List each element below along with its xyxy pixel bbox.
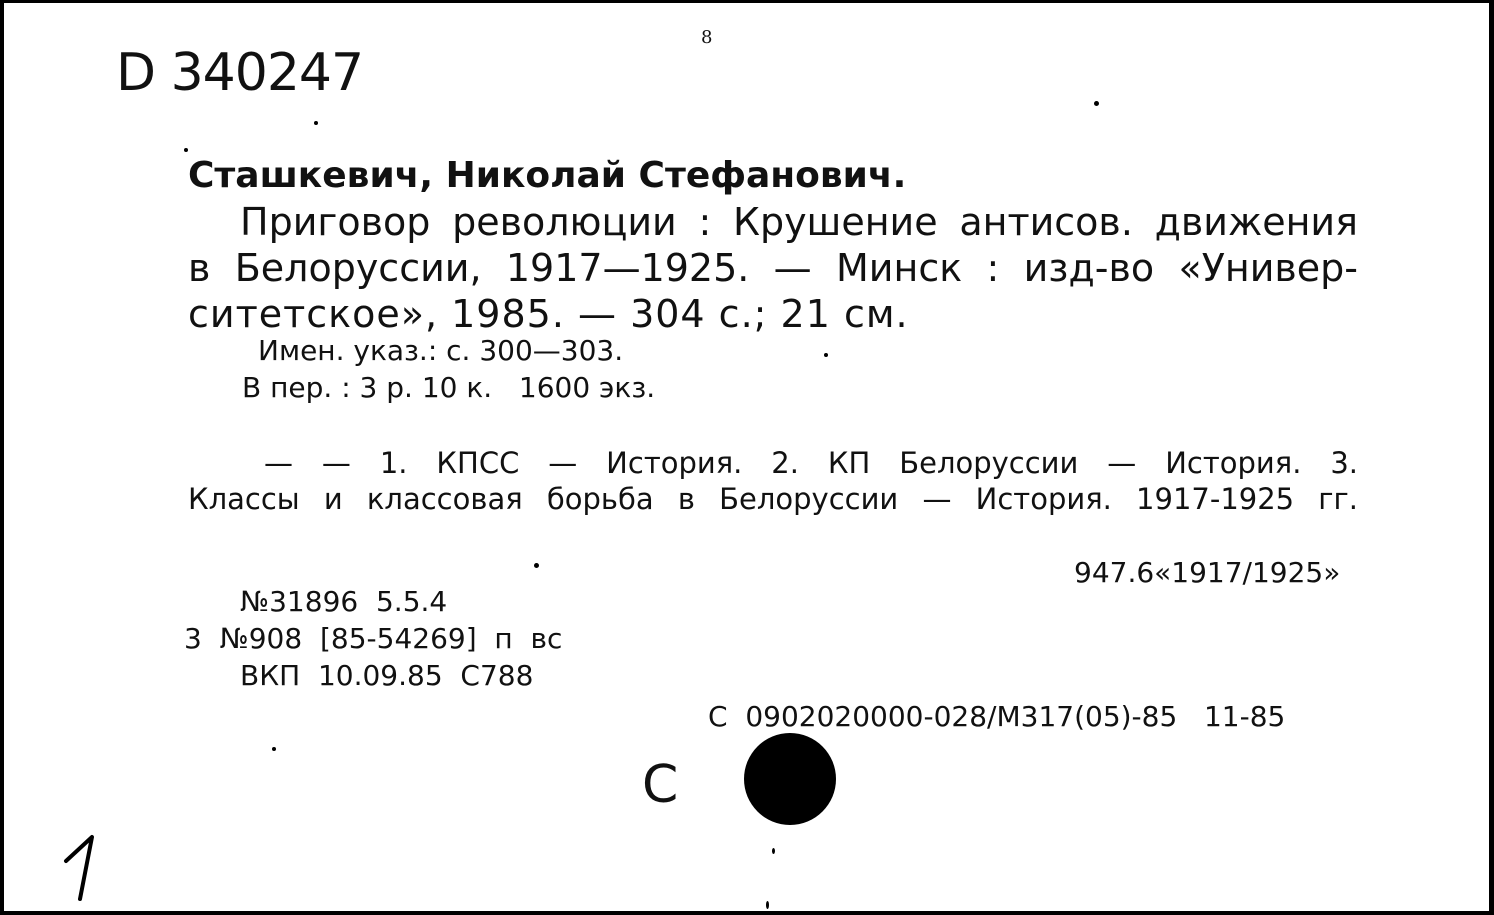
index-note: Имен. указ.: с. 300—303. — [258, 334, 624, 367]
catalog-card — [4, 3, 1489, 911]
author-heading: Сташкевич, Николай Стефанович. — [188, 155, 907, 196]
meta-line: ВКП 10.09.85 С788 — [240, 659, 534, 692]
subjects-line: — — 1. КПСС — История. 2. КП Белоруссии — История. 3. — [264, 446, 1358, 480]
call-number: D 340247 — [116, 43, 364, 103]
speck — [766, 901, 769, 909]
description-line: Приговор революции : Крушение антисов. движения — [240, 200, 1358, 244]
speck — [1094, 101, 1099, 106]
registration-meta — [184, 583, 562, 694]
punch-hole-dot — [744, 733, 836, 825]
subjects-line: Классы и классовая борьба в Белоруссии — История. 1917-1925 гг. — [188, 482, 1358, 516]
meta-line: 3 №908 [85-54269] п вс — [184, 622, 563, 655]
speck — [772, 848, 775, 854]
speck — [314, 121, 318, 125]
top-mark: 8 — [701, 27, 713, 48]
bibliographic-description — [188, 199, 1358, 337]
description-line: в Белоруссии, 1917—1925. — Минск : изд-во «Универ- — [188, 246, 1358, 290]
description-line: ситетское», 1985. — 304 с.; 21 см. — [188, 292, 909, 336]
subject-headings — [188, 445, 1358, 517]
speck — [824, 353, 828, 357]
classification-code: 947.6«1917/1925» — [1074, 556, 1341, 589]
speck — [534, 563, 539, 568]
publishing-index: С 0902020000-028/М317(05)-85 11-85 — [708, 700, 1286, 733]
handwritten-number — [62, 833, 102, 903]
speck — [272, 747, 276, 751]
price-note: В пер. : 3 р. 10 к. 1600 экз. — [242, 371, 656, 404]
sign-letter: С — [642, 755, 679, 815]
speck — [184, 148, 188, 152]
meta-line: №31896 5.5.4 — [240, 585, 448, 618]
